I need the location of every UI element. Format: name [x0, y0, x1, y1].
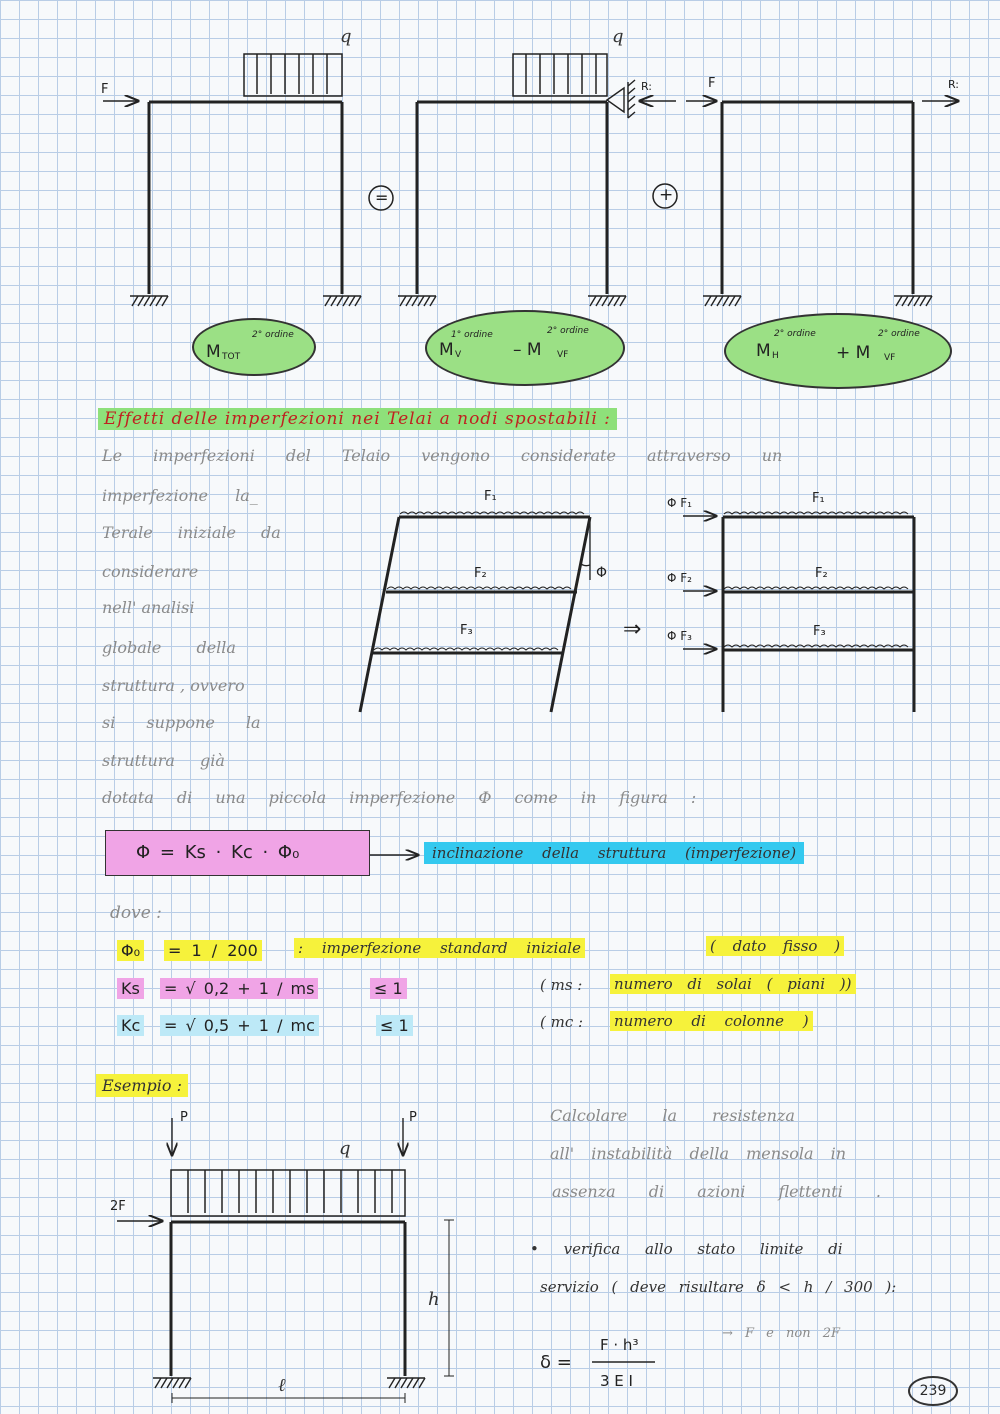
moment-subscript-b: VF	[557, 350, 569, 360]
intro-line-6: globale della	[102, 638, 236, 657]
example-h-label: h	[428, 1289, 440, 1310]
main-formula-box	[105, 830, 370, 876]
moment-subscript-a: V	[455, 350, 462, 360]
moment-symbol: M	[206, 342, 221, 362]
frame-2-restraint	[607, 80, 635, 118]
phi0-symbol: Φ₀	[117, 940, 144, 961]
frame-3-reaction-label: R:	[948, 78, 960, 91]
intro-line-8: si suppone la	[102, 713, 261, 732]
example-P-left: P	[180, 1110, 188, 1125]
moment-subscript: TOT	[222, 352, 241, 362]
frame-1	[149, 102, 342, 294]
phiF3-label: Φ F₃	[667, 629, 692, 643]
frame-3-supports	[703, 296, 932, 306]
kc-note-text: numero di colonne )	[610, 1011, 813, 1031]
intro-line-1: Le imperfezioni del Telaio vengono considerate attraverso un	[102, 446, 783, 465]
tilted-F3-label: F₃	[460, 623, 473, 638]
example-l-label: ℓ	[278, 1375, 286, 1396]
tilted-F2-label: F₂	[474, 566, 487, 581]
order-label-a: 2° ordine	[774, 329, 816, 339]
ks-formula: = √ 0,2 + 1 / ms	[160, 978, 318, 999]
intro-line-9: struttura già	[102, 751, 225, 770]
task-line-1: Calcolare la resistenza	[550, 1106, 795, 1125]
moment-subscript-b: VF	[884, 353, 896, 363]
order-label: 2° ordine	[252, 330, 294, 340]
kc-limit: ≤ 1	[376, 1015, 413, 1036]
delta-numerator: F · h³	[600, 1336, 639, 1354]
frame-3-force-label: F	[708, 76, 716, 91]
example-P-arrows	[172, 1118, 403, 1155]
tilted-F1-label: F₁	[484, 489, 497, 504]
phi0-note: ( dato fisso )	[706, 936, 844, 956]
kc-symbol: Kc	[117, 1015, 144, 1036]
frame-2	[417, 102, 607, 294]
delta-eq: δ =	[540, 1352, 572, 1373]
example-2F-label: 2F	[110, 1199, 126, 1214]
task-line-2: all' instabilità della mensola in	[550, 1144, 847, 1163]
phiF1-label: Φ F₁	[667, 496, 692, 510]
example-dimensions	[172, 1220, 454, 1403]
load-note: → F e non 2F	[722, 1326, 840, 1341]
section-title: Effetti delle imperfezioni nei Telai a nodi spostabili :	[98, 408, 617, 430]
intro-line-10: dotata di una piccola imperfezione Φ come in figura :	[102, 788, 697, 807]
transform-arrow: ⇒	[623, 617, 642, 642]
frame-1-supports	[130, 296, 361, 306]
kc-note-open: ( mc :	[540, 1013, 584, 1031]
frame-2-supports	[398, 296, 626, 306]
moment-ellipse-horizontal	[724, 313, 952, 389]
moment-ellipse-vertical	[425, 310, 625, 386]
example-title: Esempio :	[96, 1074, 188, 1097]
moment-symbol-b: – M	[513, 340, 542, 360]
frame-1-load-label: q	[340, 26, 352, 47]
straight-frame	[723, 517, 914, 712]
example-supports	[153, 1378, 425, 1388]
tilted-frame-loads	[374, 512, 584, 650]
phiF2-label: Φ F₂	[667, 571, 692, 585]
order-label-b: 2° ordine	[547, 326, 589, 336]
ks-note-open: ( ms :	[540, 976, 583, 994]
bullet-line-1: • verifica allo stato limite di	[530, 1240, 843, 1258]
order-label-a: 1° ordine	[451, 330, 493, 340]
delta-denominator: 3 E I	[600, 1372, 633, 1390]
intro-line-4: considerare	[102, 562, 199, 581]
intro-line-2: imperfezione la_	[102, 486, 258, 505]
frame-1-load	[244, 54, 342, 96]
moment-symbol-a: M	[756, 341, 771, 361]
task-line-3: assenza di azioni flettenti .	[552, 1182, 881, 1201]
intro-line-7: struttura , ovvero	[102, 676, 245, 695]
intro-line-3: Terale iniziale da	[102, 523, 281, 542]
phi0-description: : imperfezione standard iniziale	[294, 938, 585, 958]
page-number: 239	[908, 1376, 958, 1406]
example-frame	[171, 1222, 405, 1376]
phi0-value: = 1 / 200	[164, 940, 262, 961]
straight-F2-label: F₂	[815, 566, 828, 581]
phi-angle-label: Φ	[596, 565, 608, 581]
moment-subscript-a: H	[772, 351, 779, 361]
straight-F3-label: F₃	[813, 624, 826, 639]
example-P-right: P	[409, 1110, 417, 1125]
plus-sign: +	[659, 185, 674, 205]
bullet-line-2: servizio ( deve risultare δ < h / 300 ):	[540, 1278, 897, 1296]
frame-2-reaction-label: R:	[641, 80, 653, 93]
equals-sign: =	[375, 188, 389, 207]
formula-description: inclinazione della struttura (imperfezione)	[424, 842, 804, 864]
kc-formula: = √ 0,5 + 1 / mc	[160, 1015, 319, 1036]
intro-line-5: nell' analisi	[102, 598, 195, 617]
where-label: dove :	[110, 903, 162, 923]
frame-2-load	[513, 54, 607, 96]
main-formula: Φ = Ks · Kc · Φ₀	[136, 842, 300, 863]
frame-3	[722, 102, 913, 294]
frame-2-load-label: q	[612, 26, 624, 47]
frame-1-force-label: F	[101, 82, 109, 97]
order-label-b: 2° ordine	[878, 329, 920, 339]
tilted-frame	[360, 517, 590, 712]
ks-note-text: numero di solai ( piani ))	[610, 974, 856, 994]
straight-F1-label: F₁	[812, 491, 825, 506]
ks-symbol: Ks	[117, 978, 144, 999]
moment-symbol-a: M	[439, 340, 454, 360]
ks-limit: ≤ 1	[370, 978, 407, 999]
example-q-label: q	[339, 1138, 351, 1159]
moment-symbol-b: + M	[836, 343, 871, 363]
example-load	[171, 1170, 405, 1216]
moment-ellipse-total	[192, 318, 316, 376]
